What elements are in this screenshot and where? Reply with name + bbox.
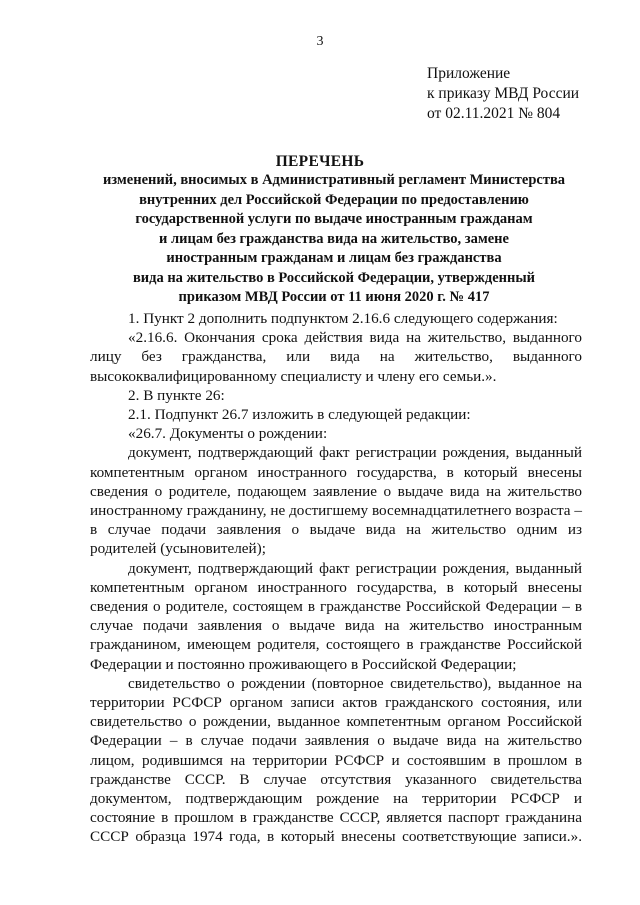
paragraph: 1. Пункт 2 дополнить подпунктом 2.16.6 следующего содержания:: [128, 310, 558, 327]
paragraph: «2.16.6. Окончания срока действия вида на жительство, выданного лицу без гражданства, или вида на жительство, выданного высококвалифицированному специалисту и члену его семьи.».: [90, 329, 582, 385]
paragraph: свидетельство о рождении (повторное свидетельство), выданное на территории РСФСР органом записи актов гражданского состояния, или свидетельство о рождении, выданное компетентным органом Российской Федерации – в случае подачи заявления о выдаче вида на жительство лицом, родившимся на территории РСФСР и состоявшим в прошлом в гражданстве СССР. В случае отсутствия указанного свидетельства документом, подтверждающим рождение на территории РСФСР и состояние в прошлом в гражданстве СССР, является паспорт гражданина СССР образца 1974 года, в который внесены соответствующие записи.».: [90, 674, 582, 846]
subtitle-line: внутренних дел Российской Федерации по предоставлению: [139, 191, 529, 208]
subtitle-line: иностранным гражданам и лицам без гражданства: [166, 250, 502, 266]
document-body: [90, 309, 582, 847]
paragraph: 2.1. Подпункт 26.7 изложить в следующей редакции:: [128, 406, 471, 424]
paragraph: документ, подтверждающий факт регистрации рождения, выданный компетентным органом иностранного государства, в который внесены сведения о родителе, подающем заявление о выдаче вида на жительство иностранному гражданину, не достигшему восемнадцатилетнего возраста – в случае подачи заявления о выдаче вида на жительство одним из родителей (усыновителей);: [90, 444, 582, 558]
subtitle-line: вида на жительство в Российской Федерации, утвержденный: [132, 269, 536, 286]
paragraph: документ, подтверждающий факт регистрации рождения, выданный компетентным органом иностранного государства, в который внесены сведения о родителе, состоящем в гражданстве Российской Федерации – в случае подачи заявления о выдаче вида на жительство иностранным гражданином, имеющем родителя, состоящего в гражданстве Российской Федерации и постоянно проживающего в Российской Федерации;: [90, 559, 582, 673]
document-title: ПЕРЕЧЕНЬ: [275, 153, 365, 170]
subtitle-line: приказом МВД России от 11 июня 2020 г. № 417: [178, 289, 490, 305]
appendix-line: к приказу МВД России: [427, 85, 580, 102]
paragraph: 2. В пункте 26:: [128, 386, 225, 404]
page-number: 3: [316, 34, 324, 49]
subtitle-line: изменений, вносимых в Административный регламент Министерства: [102, 172, 566, 188]
subtitle-line: государственной услуги по выдаче иностранным гражданам: [135, 211, 533, 227]
document-subtitle: [86, 171, 582, 308]
appendix-line: Приложение: [427, 65, 511, 82]
paragraph: «26.7. Документы о рождении:: [128, 425, 328, 443]
appendix-header: [427, 64, 579, 124]
subtitle-line: и лицам без гражданства вида на жительство, замене: [159, 230, 509, 247]
appendix-line: от 02.11.2021 № 804: [427, 105, 561, 122]
